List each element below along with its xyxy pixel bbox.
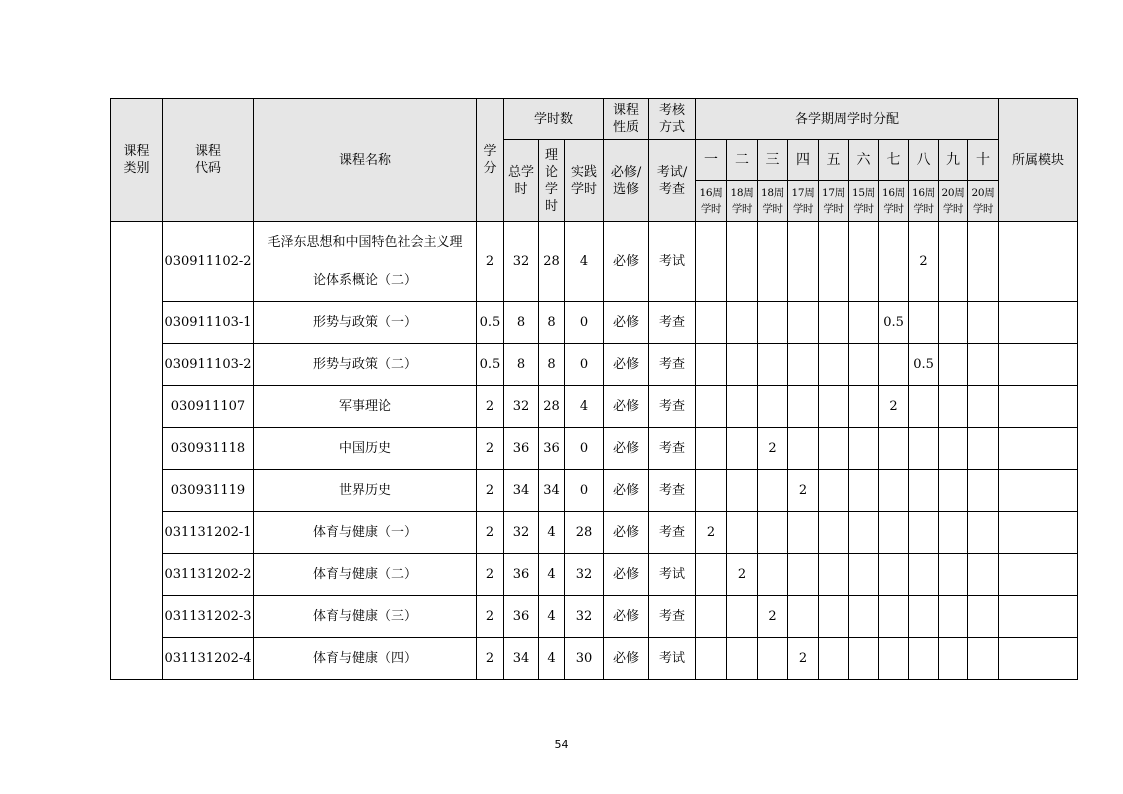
header-total-hours: 总学 时 (504, 140, 539, 222)
semester-hours-cell (849, 470, 879, 512)
semester-hours-cell (968, 302, 999, 344)
semester-hours-cell (879, 344, 909, 386)
table-row (111, 344, 1078, 386)
course-module-cell (999, 344, 1078, 386)
semester-hours-cell (696, 554, 727, 596)
header-code: 课程 代码 (163, 99, 254, 222)
course-nature: 必修 (604, 638, 649, 680)
semester-hours-cell (819, 554, 849, 596)
course-total-hours: 36 (504, 596, 539, 638)
header-semester: 十 (968, 140, 999, 181)
semester-hours-cell (909, 554, 939, 596)
semester-hours-cell (819, 596, 849, 638)
course-theory-hours: 4 (539, 596, 565, 638)
semester-hours-cell (968, 638, 999, 680)
course-total-hours: 32 (504, 222, 539, 302)
semester-hours-cell (696, 596, 727, 638)
header-credits: 学 分 (477, 99, 504, 222)
semester-hours-cell (788, 222, 819, 302)
header-semester: 六 (849, 140, 879, 181)
course-module-cell (999, 302, 1078, 344)
course-credits: 2 (477, 554, 504, 596)
course-assess: 考试 (649, 222, 696, 302)
header-semester: 七 (879, 140, 909, 181)
header-hours-group: 学时数 (504, 99, 604, 140)
table-row (111, 428, 1078, 470)
course-total-hours: 36 (504, 428, 539, 470)
semester-hours-cell (819, 344, 849, 386)
semester-hours-cell (758, 386, 788, 428)
course-total-hours: 8 (504, 302, 539, 344)
header-weeks: 16周 学时 (909, 181, 939, 222)
course-assess: 考查 (649, 512, 696, 554)
course-module-cell (999, 638, 1078, 680)
course-credits: 2 (477, 428, 504, 470)
course-theory-hours: 28 (539, 222, 565, 302)
course-total-hours: 32 (504, 512, 539, 554)
semester-hours-cell (849, 344, 879, 386)
semester-hours-cell (819, 470, 849, 512)
course-assess: 考查 (649, 302, 696, 344)
semester-hours-cell (758, 554, 788, 596)
course-nature: 必修 (604, 512, 649, 554)
semester-hours-cell (788, 302, 819, 344)
header-weeks: 20周 学时 (939, 181, 968, 222)
course-code: 030931118 (163, 428, 254, 470)
semester-hours-cell (758, 302, 788, 344)
semester-hours-cell (819, 428, 849, 470)
header-semester-group: 各学期周学时分配 (696, 99, 999, 140)
semester-hours-cell (696, 344, 727, 386)
semester-hours-cell (968, 470, 999, 512)
semester-hours-cell (909, 470, 939, 512)
semester-hours-cell (696, 638, 727, 680)
semester-hours-cell (968, 386, 999, 428)
curriculum-table (110, 98, 1078, 680)
course-credits: 2 (477, 512, 504, 554)
course-code: 031131202-3 (163, 596, 254, 638)
semester-hours-cell: 2 (696, 512, 727, 554)
course-nature: 必修 (604, 222, 649, 302)
semester-hours-cell (758, 344, 788, 386)
course-nature: 必修 (604, 344, 649, 386)
semester-hours-cell (727, 428, 758, 470)
semester-hours-cell (819, 222, 849, 302)
semester-hours-cell (849, 386, 879, 428)
course-theory-hours: 8 (539, 302, 565, 344)
course-nature: 必修 (604, 554, 649, 596)
table-row (111, 638, 1078, 680)
semester-hours-cell (788, 428, 819, 470)
header-semester: 一 (696, 140, 727, 181)
course-module-cell (999, 554, 1078, 596)
course-practice-hours: 4 (565, 386, 604, 428)
semester-hours-cell (819, 638, 849, 680)
semester-hours-cell (788, 596, 819, 638)
semester-hours-cell (727, 596, 758, 638)
course-theory-hours: 4 (539, 512, 565, 554)
course-practice-hours: 32 (565, 554, 604, 596)
table-row (111, 302, 1078, 344)
course-theory-hours: 34 (539, 470, 565, 512)
semester-hours-cell (727, 470, 758, 512)
semester-hours-cell (909, 596, 939, 638)
course-assess: 考查 (649, 596, 696, 638)
course-total-hours: 32 (504, 386, 539, 428)
course-total-hours: 34 (504, 638, 539, 680)
semester-hours-cell (968, 344, 999, 386)
course-credits: 0.5 (477, 344, 504, 386)
header-nature: 必修/ 选修 (604, 140, 649, 222)
header-semester: 八 (909, 140, 939, 181)
course-code: 030911103-2 (163, 344, 254, 386)
course-theory-hours: 28 (539, 386, 565, 428)
header-weeks: 15周 学时 (849, 181, 879, 222)
course-assess: 考试 (649, 554, 696, 596)
header-name: 课程名称 (254, 99, 477, 222)
table-row (111, 596, 1078, 638)
course-practice-hours: 30 (565, 638, 604, 680)
course-name: 体育与健康（二） (254, 554, 477, 596)
header-assess: 考试/ 考查 (649, 140, 696, 222)
semester-hours-cell (696, 222, 727, 302)
table-row (111, 222, 1078, 302)
header-semester: 五 (819, 140, 849, 181)
course-module-cell (999, 428, 1078, 470)
semester-hours-cell (879, 512, 909, 554)
semester-hours-cell (727, 638, 758, 680)
course-practice-hours: 0 (565, 470, 604, 512)
course-code: 030911103-1 (163, 302, 254, 344)
course-code: 030911102-2 (163, 222, 254, 302)
header-theory-hours: 理 论 学 时 (539, 140, 565, 222)
semester-hours-cell: 2 (879, 386, 909, 428)
course-name: 体育与健康（一） (254, 512, 477, 554)
semester-hours-cell (696, 386, 727, 428)
table-row (111, 470, 1078, 512)
course-assess: 考试 (649, 638, 696, 680)
semester-hours-cell (909, 302, 939, 344)
course-theory-hours: 4 (539, 554, 565, 596)
course-total-hours: 8 (504, 344, 539, 386)
semester-hours-cell (849, 554, 879, 596)
semester-hours-cell: 2 (758, 596, 788, 638)
semester-hours-cell (879, 470, 909, 512)
semester-hours-cell (849, 512, 879, 554)
course-name: 形势与政策（一） (254, 302, 477, 344)
semester-hours-cell (696, 428, 727, 470)
semester-hours-cell (696, 470, 727, 512)
course-practice-hours: 0 (565, 302, 604, 344)
semester-hours-cell: 0.5 (909, 344, 939, 386)
course-code: 031131202-4 (163, 638, 254, 680)
semester-hours-cell (788, 512, 819, 554)
course-nature: 必修 (604, 428, 649, 470)
course-name: 世界历史 (254, 470, 477, 512)
course-module-cell (999, 222, 1078, 302)
course-credits: 2 (477, 386, 504, 428)
course-assess: 考查 (649, 386, 696, 428)
semester-hours-cell (939, 512, 968, 554)
header-weeks: 18周 学时 (727, 181, 758, 222)
course-theory-hours: 8 (539, 344, 565, 386)
header-semester: 三 (758, 140, 788, 181)
table-row (111, 554, 1078, 596)
course-credits: 2 (477, 596, 504, 638)
semester-hours-cell: 2 (788, 470, 819, 512)
semester-hours-cell (788, 344, 819, 386)
semester-hours-cell (819, 512, 849, 554)
course-assess: 考查 (649, 470, 696, 512)
table-header (111, 99, 1078, 222)
course-name: 中国历史 (254, 428, 477, 470)
course-code: 031131202-2 (163, 554, 254, 596)
semester-hours-cell (939, 344, 968, 386)
semester-hours-cell: 2 (727, 554, 758, 596)
course-credits: 2 (477, 470, 504, 512)
semester-hours-cell (696, 302, 727, 344)
course-name: 形势与政策（二） (254, 344, 477, 386)
course-category-cell (111, 222, 163, 680)
semester-hours-cell: 2 (909, 222, 939, 302)
semester-hours-cell (968, 428, 999, 470)
header-module: 所属模块 (999, 99, 1078, 222)
semester-hours-cell (939, 638, 968, 680)
semester-hours-cell (939, 302, 968, 344)
course-module-cell (999, 512, 1078, 554)
course-code: 031131202-1 (163, 512, 254, 554)
header-semester: 二 (727, 140, 758, 181)
semester-hours-cell (819, 386, 849, 428)
semester-hours-cell (758, 512, 788, 554)
page-number: 54 (554, 738, 569, 751)
course-name: 毛泽东思想和中国特色社会主义理 论体系概论（二） (254, 222, 477, 302)
semester-hours-cell (849, 302, 879, 344)
semester-hours-cell (788, 386, 819, 428)
semester-hours-cell (939, 428, 968, 470)
semester-hours-cell (849, 596, 879, 638)
semester-hours-cell: 0.5 (879, 302, 909, 344)
table-body (111, 222, 1078, 680)
semester-hours-cell (939, 222, 968, 302)
course-credits: 2 (477, 638, 504, 680)
semester-hours-cell (758, 638, 788, 680)
semester-hours-cell (909, 512, 939, 554)
semester-hours-cell: 2 (758, 428, 788, 470)
course-theory-hours: 4 (539, 638, 565, 680)
course-name: 体育与健康（三） (254, 596, 477, 638)
course-credits: 0.5 (477, 302, 504, 344)
course-total-hours: 34 (504, 470, 539, 512)
semester-hours-cell (849, 638, 879, 680)
course-nature: 必修 (604, 596, 649, 638)
table-row (111, 386, 1078, 428)
semester-hours-cell (939, 596, 968, 638)
semester-hours-cell (788, 554, 819, 596)
course-name: 军事理论 (254, 386, 477, 428)
course-code: 030931119 (163, 470, 254, 512)
course-theory-hours: 36 (539, 428, 565, 470)
course-practice-hours: 0 (565, 344, 604, 386)
semester-hours-cell (968, 222, 999, 302)
header-weeks: 18周 学时 (758, 181, 788, 222)
semester-hours-cell (849, 222, 879, 302)
semester-hours-cell (909, 386, 939, 428)
course-module-cell (999, 470, 1078, 512)
semester-hours-cell (909, 638, 939, 680)
semester-hours-cell (968, 512, 999, 554)
course-assess: 考查 (649, 428, 696, 470)
semester-hours-cell (879, 554, 909, 596)
semester-hours-cell (727, 512, 758, 554)
course-practice-hours: 0 (565, 428, 604, 470)
table-row (111, 512, 1078, 554)
course-module-cell (999, 386, 1078, 428)
semester-hours-cell (879, 222, 909, 302)
semester-hours-cell: 2 (788, 638, 819, 680)
header-practice-hours: 实践 学时 (565, 140, 604, 222)
header-weeks: 20周 学时 (968, 181, 999, 222)
semester-hours-cell (879, 596, 909, 638)
header-category: 课程 类别 (111, 99, 163, 222)
header-semester: 四 (788, 140, 819, 181)
course-nature: 必修 (604, 470, 649, 512)
header-semester: 九 (939, 140, 968, 181)
header-weeks: 16周 学时 (696, 181, 727, 222)
semester-hours-cell (849, 428, 879, 470)
course-name: 体育与健康（四） (254, 638, 477, 680)
header-assess-group: 考核 方式 (649, 99, 696, 140)
semester-hours-cell (939, 470, 968, 512)
course-module-cell (999, 596, 1078, 638)
header-weeks: 16周 学时 (879, 181, 909, 222)
semester-hours-cell (758, 222, 788, 302)
course-total-hours: 36 (504, 554, 539, 596)
semester-hours-cell (727, 386, 758, 428)
course-assess: 考查 (649, 344, 696, 386)
semester-hours-cell (758, 470, 788, 512)
semester-hours-cell (968, 554, 999, 596)
semester-hours-cell (879, 638, 909, 680)
semester-hours-cell (727, 344, 758, 386)
course-code: 030911107 (163, 386, 254, 428)
course-practice-hours: 28 (565, 512, 604, 554)
course-practice-hours: 4 (565, 222, 604, 302)
course-nature: 必修 (604, 386, 649, 428)
semester-hours-cell (968, 596, 999, 638)
course-practice-hours: 32 (565, 596, 604, 638)
semester-hours-cell (727, 302, 758, 344)
semester-hours-cell (727, 222, 758, 302)
course-nature: 必修 (604, 302, 649, 344)
semester-hours-cell (909, 428, 939, 470)
semester-hours-cell (819, 302, 849, 344)
semester-hours-cell (939, 554, 968, 596)
header-weeks: 17周 学时 (788, 181, 819, 222)
course-credits: 2 (477, 222, 504, 302)
semester-hours-cell (879, 428, 909, 470)
header-nature-group: 课程 性质 (604, 99, 649, 140)
header-weeks: 17周 学时 (819, 181, 849, 222)
semester-hours-cell (939, 386, 968, 428)
